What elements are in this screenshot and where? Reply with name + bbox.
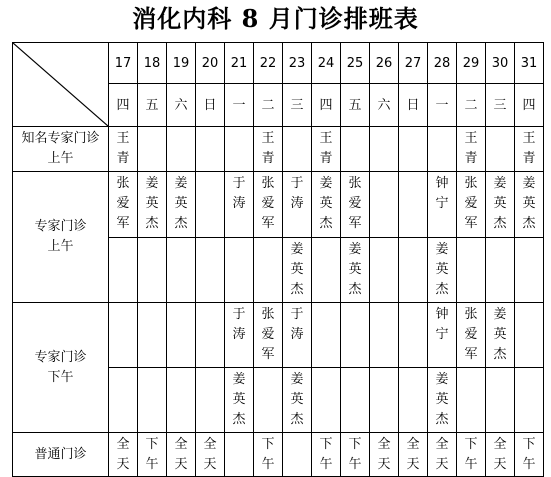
day-header: 18 — [138, 43, 167, 84]
weekday-header: 四 — [515, 84, 544, 127]
schedule-cell — [486, 303, 515, 368]
row-label-line: 普通门诊 — [34, 446, 87, 462]
schedule-cell — [283, 368, 312, 433]
schedule-cell — [138, 172, 167, 238]
schedule-cell — [341, 172, 370, 238]
row-label-line: 知名专家门诊 — [21, 131, 100, 146]
cell-text: 下午 — [145, 437, 159, 472]
schedule-cell — [254, 368, 283, 433]
cell-text: 下午 — [464, 437, 478, 472]
schedule-cell — [486, 127, 515, 172]
cell-text: 姜英杰 — [435, 242, 449, 297]
schedule-cell — [225, 303, 254, 368]
schedule-cell — [167, 303, 196, 368]
day-header: 29 — [457, 43, 486, 84]
schedule-cell — [370, 238, 399, 303]
schedule-cell — [196, 303, 225, 368]
schedule-cell — [428, 238, 457, 303]
schedule-cell — [428, 433, 457, 477]
schedule-cell — [515, 303, 544, 368]
schedule-cell — [225, 433, 254, 477]
weekday-header: 六 — [167, 84, 196, 127]
schedule-cell — [457, 303, 486, 368]
day-header: 25 — [341, 43, 370, 84]
schedule-cell — [341, 368, 370, 433]
day-header: 19 — [167, 43, 196, 84]
cell-text: 于涛 — [232, 307, 246, 342]
schedule-cell — [138, 127, 167, 172]
weekday-header: 日 — [196, 84, 225, 127]
row-famous-am — [13, 127, 544, 172]
row-label — [13, 127, 109, 172]
row-expert-pm-1 — [13, 303, 544, 368]
schedule-cell — [283, 433, 312, 477]
day-header: 21 — [225, 43, 254, 84]
day-header: 31 — [515, 43, 544, 84]
schedule-cell — [486, 238, 515, 303]
row-label — [13, 303, 109, 433]
day-header: 28 — [428, 43, 457, 84]
schedule-cell — [254, 127, 283, 172]
schedule-cell — [515, 433, 544, 477]
cell-text: 姜英杰 — [493, 307, 507, 362]
weekday-header: 四 — [109, 84, 138, 127]
day-header: 24 — [312, 43, 341, 84]
schedule-cell — [109, 368, 138, 433]
schedule-cell — [486, 368, 515, 433]
page-title: 消化内科 8 月门诊排班表 — [132, 4, 419, 33]
weekday-header: 一 — [428, 84, 457, 127]
schedule-cell — [225, 172, 254, 238]
cell-text: 王青 — [319, 131, 333, 166]
schedule-cell — [254, 172, 283, 238]
schedule-cell — [167, 433, 196, 477]
schedule-cell — [486, 172, 515, 238]
day-header: 23 — [283, 43, 312, 84]
schedule-cell — [138, 303, 167, 368]
day-header: 22 — [254, 43, 283, 84]
schedule-cell — [283, 238, 312, 303]
weekday-header: 四 — [312, 84, 341, 127]
schedule-cell — [341, 303, 370, 368]
weekday-header: 六 — [370, 84, 399, 127]
schedule-cell — [167, 238, 196, 303]
schedule-cell — [370, 172, 399, 238]
day-header: 30 — [486, 43, 515, 84]
schedule-cell — [370, 433, 399, 477]
schedule-cell — [486, 433, 515, 477]
schedule-cell — [399, 433, 428, 477]
day-header: 27 — [399, 43, 428, 84]
schedule-cell — [312, 303, 341, 368]
schedule-cell — [138, 238, 167, 303]
cell-text: 姜英杰 — [493, 176, 507, 231]
row-expert-am-1 — [13, 172, 544, 238]
cell-text: 全天 — [203, 437, 217, 472]
cell-text: 姜英杰 — [145, 176, 159, 231]
cell-text: 王青 — [116, 131, 130, 166]
cell-text: 张爱军 — [261, 307, 275, 362]
cell-text: 张爱军 — [464, 307, 478, 362]
schedule-cell — [428, 303, 457, 368]
cell-text: 于涛 — [290, 176, 304, 211]
schedule-cell — [109, 127, 138, 172]
cell-text: 张爱军 — [116, 176, 130, 231]
schedule-cell — [254, 238, 283, 303]
cell-text: 钟宁 — [435, 176, 449, 211]
weekday-header: 三 — [283, 84, 312, 127]
cell-text: 全天 — [493, 437, 507, 472]
schedule-cell — [225, 368, 254, 433]
row-general — [13, 433, 544, 477]
schedule-cell — [109, 433, 138, 477]
cell-text: 姜英杰 — [174, 176, 188, 231]
schedule-cell — [254, 303, 283, 368]
schedule-cell — [370, 368, 399, 433]
schedule-cell — [109, 238, 138, 303]
row-label — [13, 172, 109, 303]
schedule-cell — [515, 368, 544, 433]
schedule-cell — [196, 433, 225, 477]
cell-text: 张爱军 — [348, 176, 362, 231]
schedule-cell — [399, 172, 428, 238]
schedule-cell — [283, 172, 312, 238]
schedule-cell — [457, 368, 486, 433]
row-label-line: 上午 — [47, 239, 74, 254]
schedule-cell — [225, 127, 254, 172]
day-header: 17 — [109, 43, 138, 84]
cell-text: 姜英杰 — [435, 372, 449, 427]
diagonal-line — [13, 43, 108, 126]
schedule-cell — [399, 368, 428, 433]
schedule-cell — [196, 368, 225, 433]
schedule-cell — [515, 127, 544, 172]
schedule-cell — [312, 433, 341, 477]
schedule-cell — [457, 172, 486, 238]
header-row-dates — [13, 43, 544, 84]
cell-text: 下午 — [261, 437, 275, 472]
schedule-cell — [457, 433, 486, 477]
schedule-cell — [428, 368, 457, 433]
schedule-cell — [138, 368, 167, 433]
cell-text: 全天 — [377, 437, 391, 472]
weekday-header: 二 — [254, 84, 283, 127]
header-corner — [13, 43, 109, 127]
weekday-header: 日 — [399, 84, 428, 127]
cell-text: 姜英杰 — [290, 242, 304, 297]
schedule-cell — [370, 303, 399, 368]
schedule-cell — [109, 172, 138, 238]
schedule-cell — [312, 127, 341, 172]
schedule-cell — [457, 127, 486, 172]
cell-text: 姜英杰 — [290, 372, 304, 427]
weekday-header: 三 — [486, 84, 515, 127]
schedule-cell — [196, 127, 225, 172]
cell-text: 姜英杰 — [232, 372, 246, 427]
row-label-line: 上午 — [47, 151, 74, 166]
schedule-cell — [515, 238, 544, 303]
schedule-cell — [138, 433, 167, 477]
cell-text: 全天 — [435, 437, 449, 472]
cell-text: 全天 — [406, 437, 420, 472]
schedule-cell — [428, 127, 457, 172]
schedule-cell — [312, 172, 341, 238]
schedule-cell — [196, 238, 225, 303]
cell-text: 于涛 — [290, 307, 304, 342]
day-header: 20 — [196, 43, 225, 84]
schedule-cell — [167, 368, 196, 433]
schedule-cell — [225, 238, 254, 303]
cell-text: 姜英杰 — [522, 176, 536, 231]
schedule-cell — [457, 238, 486, 303]
cell-text: 下午 — [319, 437, 333, 472]
cell-text: 全天 — [174, 437, 188, 472]
cell-text: 王青 — [261, 131, 275, 166]
schedule-cell — [196, 172, 225, 238]
weekday-header: 二 — [457, 84, 486, 127]
cell-text: 下午 — [348, 437, 362, 472]
cell-text: 张爱军 — [464, 176, 478, 231]
cell-text: 张爱军 — [261, 176, 275, 231]
row-label — [13, 433, 109, 477]
schedule-cell — [312, 368, 341, 433]
weekday-header: 五 — [341, 84, 370, 127]
cell-text: 王青 — [464, 131, 478, 166]
schedule-table — [12, 42, 544, 477]
cell-text: 下午 — [522, 437, 536, 472]
schedule-cell — [399, 127, 428, 172]
schedule-cell — [283, 303, 312, 368]
schedule-cell — [370, 127, 399, 172]
schedule-cell — [312, 238, 341, 303]
schedule-cell — [341, 127, 370, 172]
weekday-header: 五 — [138, 84, 167, 127]
schedule-cell — [109, 303, 138, 368]
day-header: 26 — [370, 43, 399, 84]
schedule-cell — [254, 433, 283, 477]
weekday-header: 一 — [225, 84, 254, 127]
row-label-line: 专家门诊 — [34, 349, 87, 365]
schedule-cell — [283, 127, 312, 172]
cell-text: 钟宁 — [435, 307, 449, 342]
row-label-line: 专家门诊 — [34, 219, 87, 234]
schedule-cell — [428, 172, 457, 238]
row-label-line: 下午 — [47, 369, 74, 385]
cell-text: 姜英杰 — [348, 242, 362, 297]
schedule-cell — [341, 433, 370, 477]
cell-text: 于涛 — [232, 176, 246, 211]
schedule-cell — [399, 238, 428, 303]
schedule-cell — [341, 238, 370, 303]
schedule-cell — [167, 127, 196, 172]
schedule-cell — [167, 172, 196, 238]
cell-text: 王青 — [522, 131, 536, 166]
cell-text: 全天 — [116, 437, 130, 472]
cell-text: 姜英杰 — [319, 176, 333, 231]
schedule-cell — [515, 172, 544, 238]
schedule-cell — [399, 303, 428, 368]
